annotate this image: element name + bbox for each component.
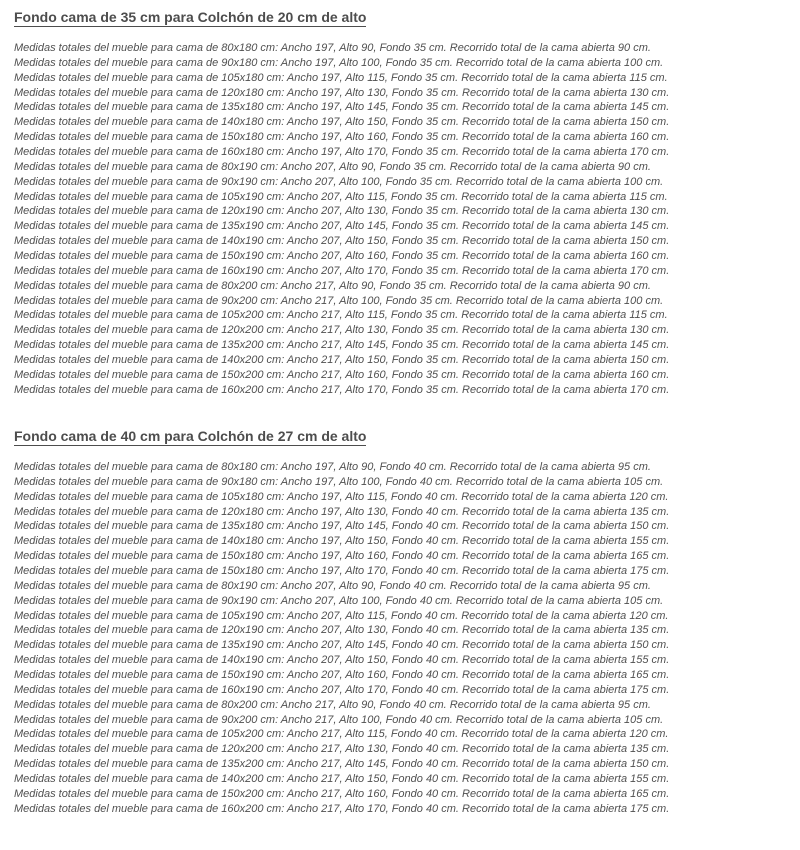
- measurement-line: Medidas totales del mueble para cama de 90x200 cm: Ancho 217, Alto 100, Fondo 35 cm. Recorrido total de la cama abierta 100 cm.: [14, 294, 664, 307]
- measurement-line: Medidas totales del mueble para cama de 140x200 cm: Ancho 217, Alto 150, Fondo 40 cm. Recorrido total de la cama abierta 155 cm.: [14, 773, 670, 786]
- measurement-line: Medidas totales del mueble para cama de 120x190 cm: Ancho 207, Alto 130, Fondo 40 cm. Recorrido total de la cama abierta 135 cm.: [14, 624, 670, 637]
- section-fondo-40: [14, 427, 784, 817]
- measurement-line: Medidas totales del mueble para cama de 160x180 cm: Ancho 197, Alto 170, Fondo 35 cm. Recorrido total de la cama abierta 170 cm.: [14, 146, 670, 159]
- measurement-line: Medidas totales del mueble para cama de 80x190 cm: Ancho 207, Alto 90, Fondo 40 cm. Recorrido total de la cama abierta 95 cm.: [14, 579, 651, 592]
- measurement-list: [14, 41, 784, 398]
- measurement-line: Medidas totales del mueble para cama de 105x200 cm: Ancho 217, Alto 115, Fondo 40 cm. Recorrido total de la cama abierta 120 cm.: [14, 728, 669, 741]
- measurement-line: Medidas totales del mueble para cama de 135x190 cm: Ancho 207, Alto 145, Fondo 40 cm. Recorrido total de la cama abierta 150 cm.: [14, 639, 670, 652]
- section-fondo-35: [14, 8, 784, 398]
- measurement-line: Medidas totales del mueble para cama de 90x180 cm: Ancho 197, Alto 100, Fondo 35 cm. Recorrido total de la cama abierta 100 cm.: [14, 56, 664, 69]
- measurement-line: Medidas totales del mueble para cama de 105x190 cm: Ancho 207, Alto 115, Fondo 40 cm. Recorrido total de la cama abierta 120 cm.: [14, 609, 669, 622]
- section-heading: Fondo cama de 40 cm para Colchón de 27 cm de alto: [14, 428, 367, 444]
- measurement-line: Medidas totales del mueble para cama de 150x190 cm: Ancho 207, Alto 160, Fondo 35 cm. Recorrido total de la cama abierta 160 cm.: [14, 250, 670, 263]
- measurement-line: Medidas totales del mueble para cama de 140x180 cm: Ancho 197, Alto 150, Fondo 35 cm. Recorrido total de la cama abierta 150 cm.: [14, 116, 670, 129]
- section-heading: Fondo cama de 35 cm para Colchón de 20 cm de alto: [14, 9, 367, 25]
- measurement-line: Medidas totales del mueble para cama de 80x180 cm: Ancho 197, Alto 90, Fondo 40 cm. Recorrido total de la cama abierta 95 cm.: [14, 461, 651, 473]
- measurement-line: Medidas totales del mueble para cama de 90x190 cm: Ancho 207, Alto 100, Fondo 40 cm. Recorrido total de la cama abierta 105 cm.: [14, 594, 664, 607]
- measurement-line: Medidas totales del mueble para cama de 80x190 cm: Ancho 207, Alto 90, Fondo 35 cm. Recorrido total de la cama abierta 90 cm.: [14, 160, 651, 173]
- measurement-line: Medidas totales del mueble para cama de 120x190 cm: Ancho 207, Alto 130, Fondo 35 cm. Recorrido total de la cama abierta 130 cm.: [14, 205, 670, 218]
- measurement-line: Medidas totales del mueble para cama de 150x190 cm: Ancho 207, Alto 160, Fondo 40 cm. Recorrido total de la cama abierta 165 cm.: [14, 669, 670, 682]
- measurement-line: Medidas totales del mueble para cama de 105x190 cm: Ancho 207, Alto 115, Fondo 35 cm. Recorrido total de la cama abierta 115 cm.: [14, 190, 668, 203]
- measurement-line: Medidas totales del mueble para cama de 80x180 cm: Ancho 197, Alto 90, Fondo 35 cm. Recorrido total de la cama abierta 90 cm.: [14, 42, 651, 54]
- measurement-line: Medidas totales del mueble para cama de 105x180 cm: Ancho 197, Alto 115, Fondo 35 cm. Recorrido total de la cama abierta 115 cm.: [14, 71, 668, 84]
- measurement-line: Medidas totales del mueble para cama de 150x180 cm: Ancho 197, Alto 170, Fondo 40 cm. Recorrido total de la cama abierta 175 cm.: [14, 565, 670, 578]
- measurement-line: Medidas totales del mueble para cama de 150x180 cm: Ancho 197, Alto 160, Fondo 40 cm. Recorrido total de la cama abierta 165 cm.: [14, 550, 670, 563]
- measurement-list: [14, 460, 784, 817]
- measurement-line: Medidas totales del mueble para cama de 160x200 cm: Ancho 217, Alto 170, Fondo 40 cm. Recorrido total de la cama abierta 175 cm.: [14, 802, 670, 815]
- measurement-line: Medidas totales del mueble para cama de 135x180 cm: Ancho 197, Alto 145, Fondo 40 cm. Recorrido total de la cama abierta 150 cm.: [14, 520, 670, 533]
- measurement-line: Medidas totales del mueble para cama de 140x190 cm: Ancho 207, Alto 150, Fondo 40 cm. Recorrido total de la cama abierta 155 cm.: [14, 654, 670, 667]
- measurement-line: Medidas totales del mueble para cama de 80x200 cm: Ancho 217, Alto 90, Fondo 40 cm. Recorrido total de la cama abierta 95 cm.: [14, 698, 651, 711]
- measurement-line: Medidas totales del mueble para cama de 135x190 cm: Ancho 207, Alto 145, Fondo 35 cm. Recorrido total de la cama abierta 145 cm.: [14, 220, 670, 233]
- measurement-line: Medidas totales del mueble para cama de 120x200 cm: Ancho 217, Alto 130, Fondo 35 cm. Recorrido total de la cama abierta 130 cm.: [14, 324, 670, 337]
- measurement-line: Medidas totales del mueble para cama de 140x180 cm: Ancho 197, Alto 150, Fondo 40 cm. Recorrido total de la cama abierta 155 cm.: [14, 535, 670, 548]
- measurement-line: Medidas totales del mueble para cama de 120x180 cm: Ancho 197, Alto 130, Fondo 35 cm. Recorrido total de la cama abierta 130 cm.: [14, 86, 670, 99]
- measurement-line: Medidas totales del mueble para cama de 135x180 cm: Ancho 197, Alto 145, Fondo 35 cm. Recorrido total de la cama abierta 145 cm.: [14, 101, 670, 114]
- measurement-line: Medidas totales del mueble para cama de 120x200 cm: Ancho 217, Alto 130, Fondo 40 cm. Recorrido total de la cama abierta 135 cm.: [14, 743, 670, 756]
- measurement-line: Medidas totales del mueble para cama de 135x200 cm: Ancho 217, Alto 145, Fondo 35 cm. Recorrido total de la cama abierta 145 cm.: [14, 339, 670, 352]
- measurement-line: Medidas totales del mueble para cama de 160x190 cm: Ancho 207, Alto 170, Fondo 40 cm. Recorrido total de la cama abierta 175 cm.: [14, 683, 670, 696]
- measurement-line: Medidas totales del mueble para cama de 105x180 cm: Ancho 197, Alto 115, Fondo 40 cm. Recorrido total de la cama abierta 120 cm.: [14, 490, 669, 503]
- measurement-line: Medidas totales del mueble para cama de 90x180 cm: Ancho 197, Alto 100, Fondo 40 cm. Recorrido total de la cama abierta 105 cm.: [14, 475, 664, 488]
- measurement-line: Medidas totales del mueble para cama de 140x190 cm: Ancho 207, Alto 150, Fondo 35 cm. Recorrido total de la cama abierta 150 cm.: [14, 235, 670, 248]
- measurement-line: Medidas totales del mueble para cama de 160x200 cm: Ancho 217, Alto 170, Fondo 35 cm. Recorrido total de la cama abierta 170 cm.: [14, 383, 670, 396]
- measurement-line: Medidas totales del mueble para cama de 90x190 cm: Ancho 207, Alto 100, Fondo 35 cm. Recorrido total de la cama abierta 100 cm.: [14, 175, 664, 188]
- measurement-line: Medidas totales del mueble para cama de 150x200 cm: Ancho 217, Alto 160, Fondo 35 cm. Recorrido total de la cama abierta 160 cm.: [14, 368, 670, 381]
- measurement-line: Medidas totales del mueble para cama de 140x200 cm: Ancho 217, Alto 150, Fondo 35 cm. Recorrido total de la cama abierta 150 cm.: [14, 354, 670, 367]
- measurement-line: Medidas totales del mueble para cama de 105x200 cm: Ancho 217, Alto 115, Fondo 35 cm. Recorrido total de la cama abierta 115 cm.: [14, 309, 668, 322]
- measurement-line: Medidas totales del mueble para cama de 90x200 cm: Ancho 217, Alto 100, Fondo 40 cm. Recorrido total de la cama abierta 105 cm.: [14, 713, 664, 726]
- measurement-line: Medidas totales del mueble para cama de 120x180 cm: Ancho 197, Alto 130, Fondo 40 cm. Recorrido total de la cama abierta 135 cm.: [14, 505, 670, 518]
- measurement-line: Medidas totales del mueble para cama de 150x200 cm: Ancho 217, Alto 160, Fondo 40 cm. Recorrido total de la cama abierta 165 cm.: [14, 787, 670, 800]
- measurement-line: Medidas totales del mueble para cama de 160x190 cm: Ancho 207, Alto 170, Fondo 35 cm. Recorrido total de la cama abierta 170 cm.: [14, 264, 670, 277]
- measurement-line: Medidas totales del mueble para cama de 150x180 cm: Ancho 197, Alto 160, Fondo 35 cm. Recorrido total de la cama abierta 160 cm.: [14, 131, 670, 144]
- measurement-line: Medidas totales del mueble para cama de 135x200 cm: Ancho 217, Alto 145, Fondo 40 cm. Recorrido total de la cama abierta 150 cm.: [14, 758, 670, 771]
- measurement-line: Medidas totales del mueble para cama de 80x200 cm: Ancho 217, Alto 90, Fondo 35 cm. Recorrido total de la cama abierta 90 cm.: [14, 279, 651, 292]
